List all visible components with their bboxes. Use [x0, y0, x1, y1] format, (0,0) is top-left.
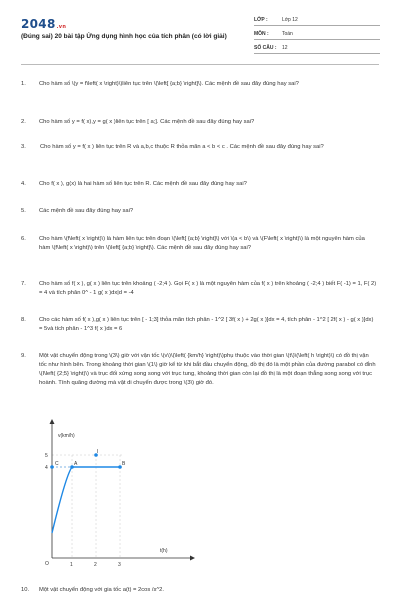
- question-number: 8.: [21, 317, 26, 323]
- x-axis-label: t(h): [160, 548, 168, 554]
- question-number: 1.: [21, 81, 26, 87]
- x-tick-3: 3: [118, 562, 121, 568]
- y-axis-arrow: [50, 419, 55, 424]
- point-b-label: B: [122, 461, 126, 467]
- x-tick-2: 2: [94, 562, 97, 568]
- question-text: Cho hàm \(f\left( x \right)\) là hàm liên tục trên đoạn \(\left[ {a;b} \right]\) với \(a < b\) và \(F\left( x \right)\) là một nguyên hàm của hàm \(f\left( x \right)\) trên \(\left[ {a;b} \right]\). Các mệnh đề sau đây đúng hay sai?: [39, 236, 365, 251]
- question-number: 7.: [21, 281, 26, 287]
- site-logo[interactable]: [21, 17, 66, 31]
- question-text: Cho hàm số y = f( x ) liên tục trên R và a,b,c thuộc R thỏa mãn a < b < c . Các mệnh đề sau đây đúng hay sai?: [40, 144, 324, 150]
- y-axis-label: v(km/h): [58, 433, 75, 439]
- logo-suffix: .vn: [56, 24, 67, 30]
- question-number: 9.: [21, 353, 26, 359]
- point-i-label: I: [97, 449, 99, 455]
- question-text: Một vật chuyển động trong \(3\) giờ với vận tốc \(v\)\(\left( {km/h} \right)\)phụ thuộc vào thời gian \(t\)\(\left( h \right)\) có đồ thị vận tốc như hình bên. Trong khoảng thời gian \(1\) giờ kể từ khi bắt đầu chuyển động, đồ thị đó là một phần của đường parabol có đỉnh \(I\left( {2;5} \right)\) và trục đối xứng song song với trục tung, khoảng thời gian còn lại đồ thị là một đoạn thẳng song song với trục hoành. Tính quãng đường mà vật di chuyển được trong \(3\) giờ đó.: [39, 353, 376, 386]
- logo-text: 2048: [21, 17, 56, 31]
- meta-class-key: LỚP :: [254, 17, 268, 23]
- velocity-graph-svg: [40, 418, 210, 583]
- question-number: 6.: [21, 236, 26, 242]
- meta-count: [254, 45, 384, 51]
- y-tick-5: 5: [45, 453, 48, 459]
- question-text: Các mệnh đề sau đây đúng hay sai?: [39, 208, 134, 214]
- x-axis-arrow: [190, 556, 195, 561]
- question-text: Cho hàm số f( x ), g( x ) liên tục trên khoảng ( -2;4 ). Gọi F( x ) là một nguyên hàm của f( x ) trên khoảng ( -2;4 ) biết F( -1) = 1, F( 2) = 4 và tích phân 0^ - 1 g( x )dx|d = -4: [39, 281, 377, 296]
- origin-label: O: [45, 561, 49, 567]
- point-c-label: C: [55, 461, 59, 467]
- question-number: 2.: [21, 119, 26, 125]
- question-text: Cho các hàm số f( x ),g( x ) liên tục trên [ - 1;3] thỏa mãn tích phân - 1^2 [ 3f( x ) + 2g( x )]dx = 4, tích phân - 1^2 [ 2f( x ) - g( x )]dx) = 5và tích phân - 1^3 f( x )dx = 6: [39, 317, 374, 332]
- meta-subject: [254, 31, 384, 37]
- point-c: [50, 465, 54, 469]
- meta-subject-value: Toán: [282, 31, 293, 37]
- point-a-label: A: [74, 461, 78, 467]
- graph-grid: [52, 455, 122, 558]
- question-number: 10.: [21, 587, 30, 593]
- question-text: Cho hàm số \(y = f\left( x \right)\)liên tục trên \(\left[ {a;b} \right]\). Các mệnh đề sau đây đúng hay sai?: [39, 81, 299, 87]
- question-number: 3.: [21, 144, 26, 150]
- document-title: (Đúng sai) 20 bài tập Ứng dụng hình học của tích phân (có lời giải): [21, 33, 227, 40]
- question-number: 4.: [21, 181, 26, 187]
- parabola-segment: [52, 467, 72, 533]
- velocity-graph: [40, 418, 210, 583]
- meta-count-key: SỐ CÂU :: [254, 45, 277, 51]
- y-tick-4: 4: [45, 465, 48, 471]
- question-text: Một vật chuyển động với gia tốc a(t) = 2cos /s^2.: [39, 587, 164, 593]
- meta-class: [254, 17, 384, 23]
- header-divider: [21, 64, 379, 65]
- question-number: 5.: [21, 208, 26, 214]
- question-text: Cho f( x ), g(x) là hai hàm số liên tục trên R. Các mệnh đề sau đây đúng hay sai?: [39, 181, 247, 187]
- question-text: Cho hàm số y = f( x),y = g( x )liên tục trên [ a;]. Các mệnh đề sau đây đúng hay sai?: [39, 119, 255, 125]
- x-tick-1: 1: [70, 562, 73, 568]
- meta-subject-key: MÔN :: [254, 31, 269, 37]
- meta-count-value: 12: [282, 45, 288, 51]
- document-header: [0, 0, 400, 62]
- meta-class-value: Lớp 12: [282, 17, 298, 23]
